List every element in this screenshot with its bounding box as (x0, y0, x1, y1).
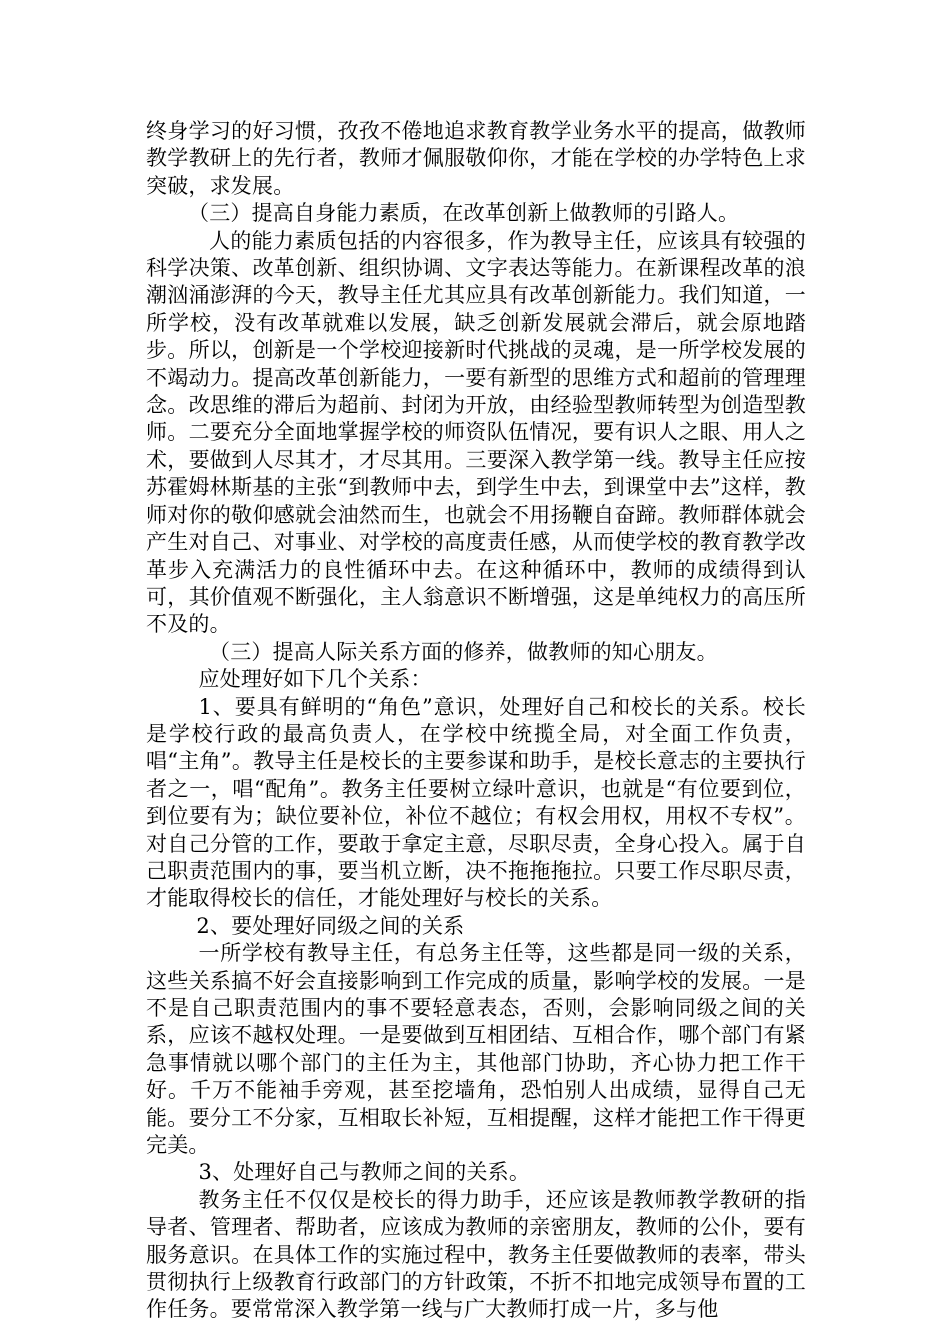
paragraph-continuation: 终身学习的好习惯，孜孜不倦地追求教育教学业务水平的提高，做教师教学教研上的先行者，教师才佩服敬仰你，才能在学校的办学特色上求突破，求发展。 (146, 119, 806, 198)
subheading-peer-relations: 2、要处理好同级之间的关系 (196, 913, 465, 938)
section-heading-relations: （三）提高人际关系方面的修养，做教师的知心朋友。 (209, 639, 718, 664)
paragraph-peer-relations: 一所学校有教导主任，有总务主任等，这些都是同一级的关系，这些关系搞不好会直接影响到工作完成的质量，影响学校的发展。一是不是自己职责范围内的事不要轻意表态，否则，会影响同级之间的关系，应该不越权处理。一是要做到互相团结、互相合作，哪个部门有紧急事情就以哪个部门的主任为主，其他部门协助，齐心协力把工作干好。千万不能袖手旁观，甚至挖墙角，恐怕别人出成绩，显得自己无能。要分工不分家，互相取长补短，互相提醒，这样才能把工作干得更完美。 (146, 941, 806, 1158)
subheading-teacher-relations: 3、处理好自己与教师之间的关系。 (198, 1160, 531, 1185)
section-heading-ability: （三）提高自身能力素质，在改革创新上做教师的引路人。 (188, 201, 740, 226)
paragraph-relations-intro: 应处理好如下几个关系： (198, 667, 432, 692)
paragraph-ability: 人的能力素质包括的内容很多，作为教导主任，应该具有较强的科学决策、改革创新、组织协调、文字表达等能力。在新课程改革的浪潮汹涌澎湃的今天，教导主任尤其应具有改革创新能力。我们知道，一所学校，没有改革就难以发展，缺乏创新发展就会滞后，就会原地踏步。所以，创新是一个学校迎接新时代挑战的灵魂，是一所学校发展的不竭动力。提高改革创新能力，一要有新型的思维方式和超前的管理理念。改思维的滞后为超前、封闭为开放，由经验型教师转型为创造型教师。二要充分全面地掌握学校的师资队伍情况，要有识人之眼、用人之术，要做到人尽其才，才尽其用。三要深入教学第一线。教导主任应按苏霍姆林斯基的主张“到教师中去，到学生中去，到课堂中去”这样，教师对你的敬仰感就会油然而生，也就会不用扬鞭自奋蹄。教师群体就会产生对自己、对事业、对学校的高度责任感，从而使学校的教育教学改革步入充满活力的良性循环中去。在这种循环中，教师的成绩得到认可，其价值观不断强化，主人翁意识不断增强，这是单纯权力的高压所不及的。 (146, 228, 806, 637)
document-page (146, 118, 806, 1324)
paragraph-teacher-relations: 教务主任不仅仅是校长的得力助手，还应该是教师教学教研的指导者、管理者、帮助者，应该成为教师的亲密朋友，教师的公仆，要有服务意识。在具体工作的实施过程中，教务主任要做教师的表率，带头贯彻执行上级教育行政部门的方针政策，不折不扣地完成领导布置的工作任务。要常常深入教学第一线与广大教师打成一片，多与他 (146, 1187, 806, 1322)
paragraph-relation-principal: 1、要具有鲜明的“角色”意识，处理好自己和校长的关系。校长是学校行政的最高负责人，在学校中统揽全局，对全面工作负责，唱“主角”。教导主任是校长的主要参谋和助手，是校长意志的主要执行者之一，唱“配角”。教务主任要树立绿叶意识，也就是“有位要到位，到位要有为；缺位要补位，补位不越位；有权会用权，用权不专权”。对自己分管的工作，要敢于拿定主意，尽职尽责，全身心投入。属于自己职责范围内的事，要当机立断，决不拖拖拖拉。只要工作尽职尽责，才能取得校长的信任，才能处理好与校长的关系。 (146, 694, 806, 911)
